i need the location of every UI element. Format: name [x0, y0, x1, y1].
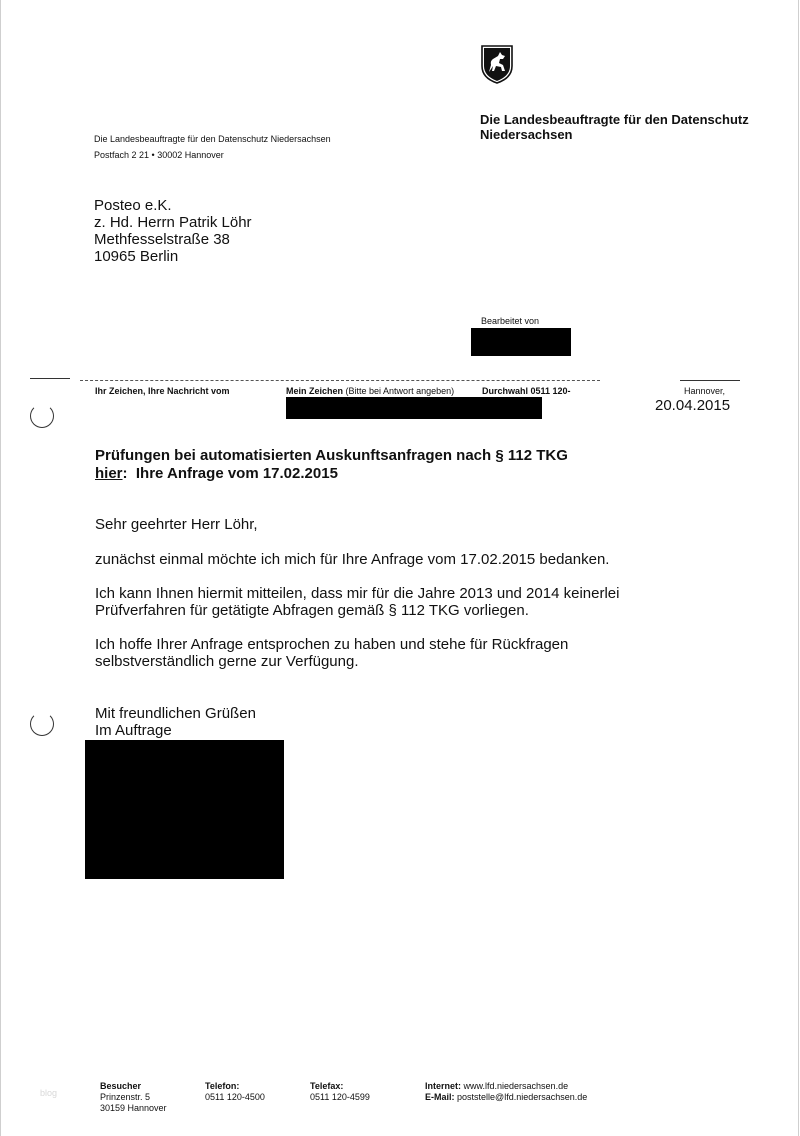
- authority-name: Die Landesbeauftragte für den Datenschutz Niedersachsen: [480, 112, 749, 142]
- my-ref-note: (Bitte bei Antwort angeben): [345, 386, 455, 396]
- paragraph-3: Ich hoffe Ihrer Anfrage entsprochen zu haben und stehe für Rückfragen selbstverständlich gerne zur Verfügung.: [95, 636, 569, 670]
- return-address-line2: Postfach 2 21 • 30002 Hannover: [94, 150, 224, 160]
- lower-saxony-horse-crest-icon: [480, 44, 514, 84]
- return-address-line1: Die Landesbeauftragte für den Datenschutz Niedersachsen: [94, 134, 331, 144]
- paragraph-1: zunächst einmal möchte ich mich für Ihre Anfrage vom 17.02.2015 bedanken.: [95, 551, 610, 568]
- footer-visitor-city: 30159 Hannover: [100, 1103, 167, 1113]
- processed-by-label: Bearbeitet von: [481, 316, 540, 326]
- footer-internet-value[interactable]: www.lfd.niedersachsen.de: [463, 1081, 569, 1091]
- recipient-line1: Posteo e.K.: [94, 197, 172, 214]
- my-ref-label: [286, 386, 454, 396]
- footer-internet: [425, 1081, 587, 1103]
- footer-email-label: E-Mail:: [425, 1092, 455, 1102]
- footer-fax: [310, 1081, 370, 1103]
- footer-fax-value: 0511 120-4599: [310, 1092, 370, 1102]
- closing: Mit freundlichen Grüßen: [95, 705, 256, 722]
- reference-divider: [80, 380, 600, 382]
- recipient-line3: Methfesselstraße 38: [94, 231, 230, 248]
- footer-phone-label: Telefon:: [205, 1081, 240, 1091]
- subject-line2: hier: Ihre Anfrage vom 17.02.2015: [95, 465, 338, 482]
- footer-phone: [205, 1081, 265, 1103]
- recipient-line4: 10965 Berlin: [94, 248, 179, 265]
- recipient-address: [94, 197, 252, 265]
- subject: [95, 447, 568, 483]
- letter-date: 20.04.2015: [655, 397, 731, 414]
- footer-visitor-label: Besucher: [100, 1081, 142, 1091]
- subject-hier: hier: [95, 465, 123, 482]
- right-page-edge: [798, 0, 799, 1136]
- redaction-signature: [85, 740, 284, 879]
- left-page-edge: [0, 0, 1, 1136]
- recipient-line2: z. Hd. Herrn Patrik Löhr: [94, 214, 252, 231]
- footer-email-value[interactable]: poststelle@lfd.niedersachsen.de: [457, 1092, 588, 1102]
- watermark: blog: [40, 1088, 58, 1098]
- my-ref-label-text: Mein Zeichen: [286, 386, 344, 396]
- closing-2: Im Auftrage: [95, 722, 172, 739]
- footer-internet-label: Internet:: [425, 1081, 461, 1091]
- footer-phone-value: 0511 120-4500: [205, 1092, 265, 1102]
- redaction-processed-by: [471, 328, 571, 356]
- paragraph-2: Ich kann Ihnen hiermit mitteilen, dass mir für die Jahre 2013 und 2014 keinerlei Prüfverfahren für getätigte Abfragen gemäß § 112 TKG vorliegen.: [95, 585, 620, 619]
- punch-hole-mark: [30, 712, 54, 736]
- city-label: Hannover,: [684, 386, 726, 396]
- footer-visitor-street: Prinzenstr. 5: [100, 1092, 151, 1102]
- return-address: [94, 131, 331, 163]
- salutation: Sehr geehrter Herr Löhr,: [95, 516, 258, 533]
- footer-visitor: [100, 1081, 167, 1114]
- your-ref-label: Ihr Zeichen, Ihre Nachricht vom: [95, 386, 230, 396]
- subject-line1: Prüfungen bei automatisierten Auskunftsanfragen nach § 112 TKG: [95, 447, 568, 464]
- subject-line2-rest: Ihre Anfrage vom 17.02.2015: [135, 465, 338, 482]
- punch-hole-mark: [30, 404, 54, 428]
- reference-divider-right: [680, 380, 740, 381]
- redaction-my-ref: [286, 397, 542, 419]
- direct-dial-label: Durchwahl 0511 120-: [482, 386, 571, 396]
- footer-fax-label: Telefax:: [310, 1081, 344, 1091]
- fold-mark-rule: [30, 378, 70, 379]
